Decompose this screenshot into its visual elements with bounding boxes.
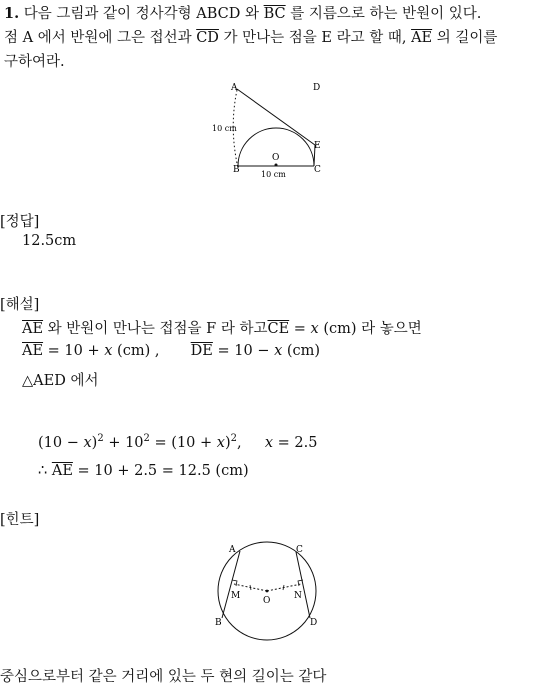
- chord-ab: [222, 551, 240, 618]
- figure-circle-chords: [210, 540, 325, 645]
- label-left-length: 10 cm: [212, 124, 237, 133]
- eq-part-4: = (10 +: [154, 434, 213, 451]
- label-b: B: [233, 165, 240, 175]
- answer-value: 12.5cm: [22, 233, 77, 249]
- solution-heading: [해설]: [0, 297, 40, 313]
- label-a: A: [231, 83, 238, 93]
- eq-var-3: x: [264, 434, 274, 451]
- sol-seg-de: $\overline{DE}$: [190, 343, 213, 359]
- eq-part-1: (10 −: [38, 434, 79, 451]
- label2-d: D: [310, 618, 318, 628]
- eq-part-2: ): [91, 434, 98, 451]
- answer-heading: [정답]: [0, 214, 40, 230]
- label-d: D: [313, 83, 321, 93]
- problem-number: 1.: [4, 5, 20, 22]
- label-e: E: [314, 141, 321, 151]
- eq-part-5: ): [224, 434, 231, 451]
- problem-text-2a: 점 A 에서 반원에 그은 접선과: [4, 30, 192, 46]
- problem-text-2b: 가 만나는 점을 E 라고 할 때,: [223, 30, 407, 46]
- hint-heading: [힌트]: [0, 512, 40, 528]
- sol-eq-1: =: [293, 321, 306, 337]
- problem-text-2c: 의 길이를: [436, 30, 498, 46]
- problem-line-1: [4, 2, 481, 23]
- sol-unit-2b: (cm): [286, 343, 321, 359]
- solution-equation: [38, 433, 317, 451]
- label-c: C: [314, 165, 321, 175]
- center-point-o: [275, 164, 278, 167]
- tick-om: [250, 585, 251, 590]
- label2-o: O: [263, 596, 271, 606]
- label2-n: N: [294, 591, 302, 601]
- eq-var-1: x: [83, 434, 92, 451]
- solution-line-2: [22, 343, 320, 359]
- chord-cd: [296, 552, 310, 618]
- tick-on: [283, 585, 284, 590]
- sol-eq-2b: = 10 −: [217, 343, 270, 359]
- sol-var-x3: x: [274, 343, 283, 359]
- sol-seg-ae-2: $\overline{AE}$: [22, 343, 44, 359]
- segment-cd: $\overline{CD}$: [196, 30, 219, 46]
- final-seg-ae: $\overline{AE}$: [51, 463, 73, 479]
- figure-square-semicircle: [205, 78, 335, 180]
- eq-part-3: + 10: [108, 434, 144, 451]
- sol-var-x2: x: [104, 343, 113, 359]
- problem-line-2: [4, 26, 497, 47]
- center-point-o2: [266, 590, 269, 593]
- eq-part-6: = 2.5: [277, 434, 318, 451]
- problem-text-1b: 를 지름으로 하는 반원이 있다.: [290, 6, 482, 22]
- eq-var-2: x: [216, 434, 225, 451]
- segment-ae: $\overline{AE}$: [411, 30, 433, 46]
- problem-text-1a: 다음 그림과 같이 정사각형 ABCD 와: [23, 6, 259, 22]
- eq-exp-1: 2: [97, 433, 104, 444]
- eq-exp-3: 2: [230, 433, 237, 444]
- hint-text: 중심으로부터 같은 거리에 있는 두 현의 길이는 같다: [0, 669, 327, 685]
- label2-a: A: [229, 545, 236, 555]
- label2-b: B: [215, 618, 222, 628]
- sol-text-1b: (cm) 라 놓으면: [323, 321, 422, 337]
- label-o: O: [272, 153, 280, 163]
- sol-unit-2a: (cm) ,: [117, 343, 160, 359]
- solution-line-1: [22, 317, 422, 338]
- therefore-symbol: ∴: [38, 463, 48, 479]
- eq-exp-2: 2: [143, 433, 150, 444]
- sol-eq-2a: = 10 +: [47, 343, 100, 359]
- label-bottom-length: 10 cm: [261, 170, 286, 179]
- sol-text-1: 와 반원이 만나는 접점을 F 라 하고: [47, 321, 268, 337]
- label2-m: M: [231, 591, 241, 601]
- eq-comma: ,: [237, 434, 242, 451]
- sol-seg-ce: $\overline{CE}$: [267, 321, 290, 337]
- final-expression: = 10 + 2.5 = 12.5 (cm): [77, 463, 249, 479]
- sol-var-x1: x: [310, 321, 319, 337]
- right-angle-m: [232, 580, 237, 586]
- label2-c: C: [296, 545, 303, 555]
- solution-line-3: △AED 에서: [22, 373, 99, 389]
- segment-bc: $\overline{BC}$: [263, 6, 286, 22]
- solution-final: [38, 463, 249, 479]
- problem-line-3: 구하여라.: [4, 54, 65, 70]
- tangent-line: [237, 89, 315, 145]
- sol-seg-ae: $\overline{AE}$: [22, 321, 44, 337]
